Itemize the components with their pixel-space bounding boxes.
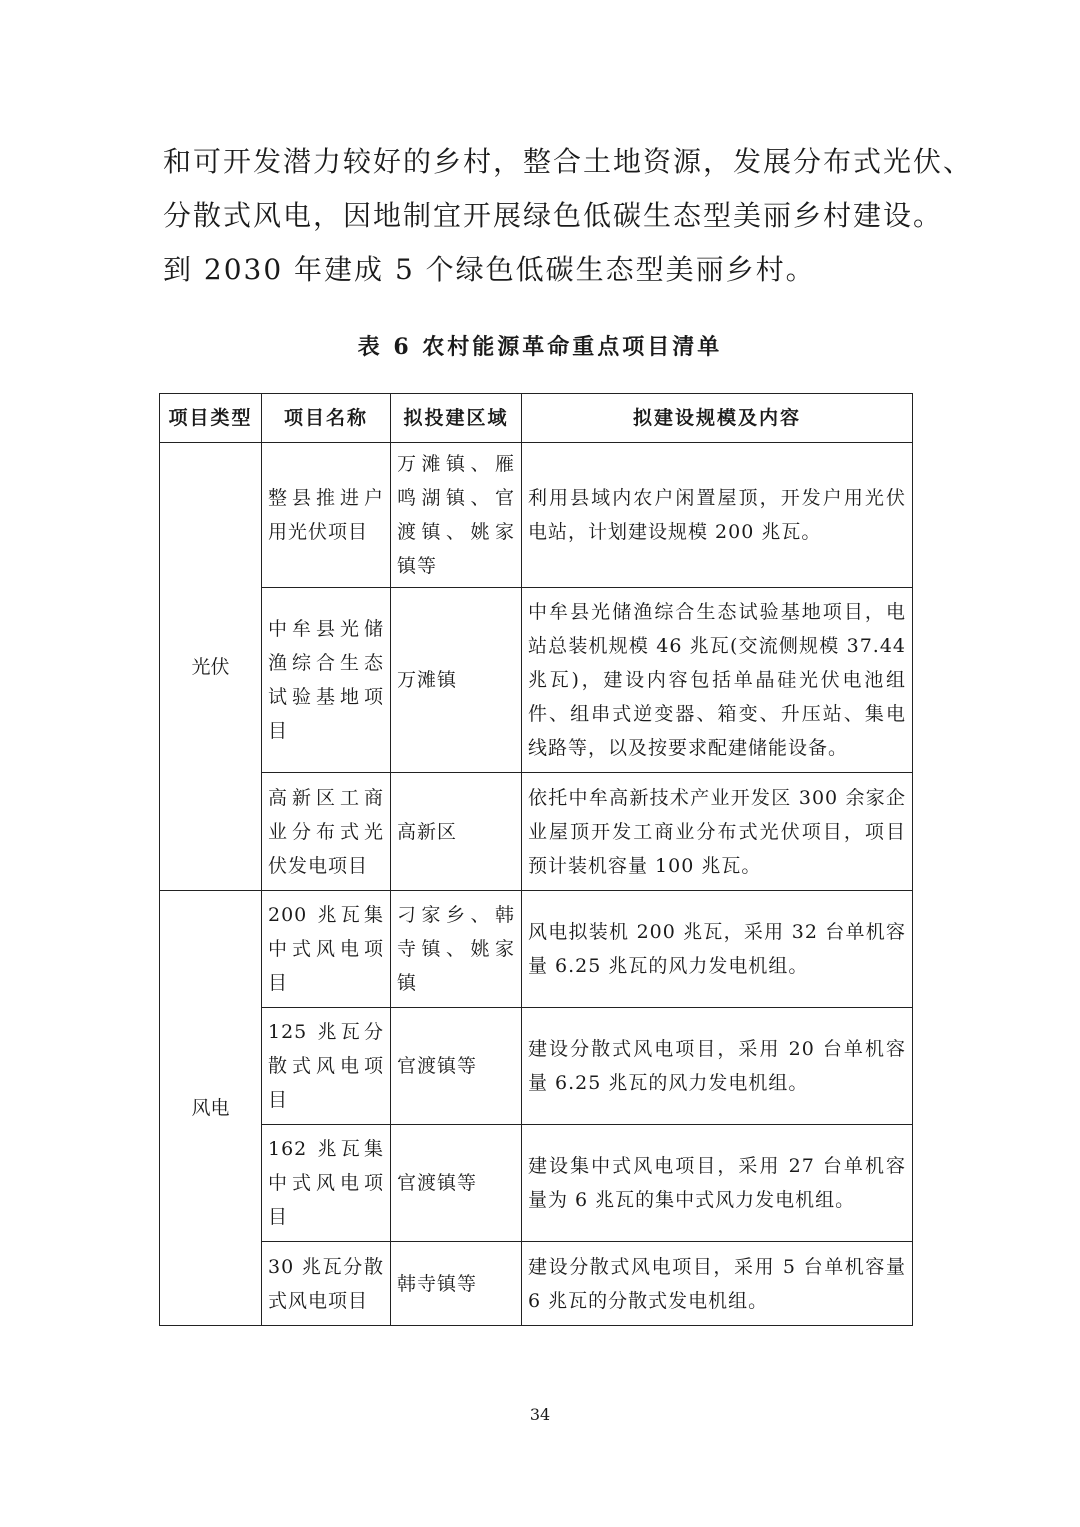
- project-name-cell: 30 兆瓦分散式风电项目: [262, 1242, 391, 1326]
- page-number: 34: [529, 1405, 551, 1424]
- table-row: [160, 773, 913, 891]
- area-cell: 韩寺镇等: [391, 1242, 522, 1326]
- table-row: [160, 1008, 913, 1125]
- project-name-cell: 整县推进户用光伏项目: [262, 443, 391, 588]
- table-row: [160, 1242, 913, 1326]
- table-header-row: [160, 394, 913, 443]
- content-cell: 依托中牟高新技术产业开发区 300 余家企业屋顶开发工商业分布式光伏项目，项目预计装机容量 100 兆瓦。: [522, 773, 913, 891]
- header-area: 拟投建区域: [391, 394, 522, 443]
- project-table: [159, 393, 913, 1326]
- content-cell: 建设集中式风电项目，采用 27 台单机容量为 6 兆瓦的集中式风力发电机组。: [522, 1125, 913, 1242]
- project-name-cell: 125 兆瓦分散式风电项目: [262, 1008, 391, 1125]
- content-cell: 利用县域内农户闲置屋顶，开发户用光伏电站，计划建设规模 200 兆瓦。: [522, 443, 913, 588]
- content-cell: 中牟县光储渔综合生态试验基地项目，电站总装机规模 46 兆瓦(交流侧规模 37.44 兆瓦)，建设内容包括单晶硅光伏电池组件、组串式逆变器、箱变、升压站、集电线路等，以及按要求配建储能设备。: [522, 588, 913, 773]
- project-name-cell: 高新区工商业分布式光伏发电项目: [262, 773, 391, 891]
- area-cell: 刁家乡、韩寺镇、姚家镇: [391, 891, 522, 1008]
- project-name-cell: 200 兆瓦集中式风电项目: [262, 891, 391, 1008]
- header-content: 拟建设规模及内容: [522, 394, 913, 443]
- area-cell: 万滩镇、雁鸣湖镇、官渡镇、姚家镇等: [391, 443, 522, 588]
- project-type-cell: 风电: [160, 891, 262, 1326]
- content-cell: 建设分散式风电项目，采用 5 台单机容量 6 兆瓦的分散式发电机组。: [522, 1242, 913, 1326]
- header-project-type: 项目类型: [160, 394, 262, 443]
- header-project-name: 项目名称: [262, 394, 391, 443]
- table-row: [160, 588, 913, 773]
- area-cell: 官渡镇等: [391, 1008, 522, 1125]
- area-cell: 高新区: [391, 773, 522, 891]
- area-cell: 万滩镇: [391, 588, 522, 773]
- project-name-cell: 162 兆瓦集中式风电项目: [262, 1125, 391, 1242]
- body-paragraph-line-2: 分散式风电，因地制宜开展绿色低碳生态型美丽乡村建设。: [163, 199, 944, 232]
- area-cell: 官渡镇等: [391, 1125, 522, 1242]
- table-row: [160, 443, 913, 588]
- body-paragraph-line-3: 到 2030 年建成 5 个绿色低碳生态型美丽乡村。: [163, 253, 816, 286]
- project-name-cell: 中牟县光储渔综合生态试验基地项目: [262, 588, 391, 773]
- body-paragraph-line-1: 和可开发潜力较好的乡村，整合土地资源，发展分布式光伏、: [163, 145, 974, 178]
- content-cell: 建设分散式风电项目，采用 20 台单机容量 6.25 兆瓦的风力发电机组。: [522, 1008, 913, 1125]
- table-caption: 表 6 农村能源革命重点项目清单: [357, 334, 723, 360]
- project-type-cell: 光伏: [160, 443, 262, 891]
- table-row: [160, 891, 913, 1008]
- content-cell: 风电拟装机 200 兆瓦，采用 32 台单机容量 6.25 兆瓦的风力发电机组。: [522, 891, 913, 1008]
- table-row: [160, 1125, 913, 1242]
